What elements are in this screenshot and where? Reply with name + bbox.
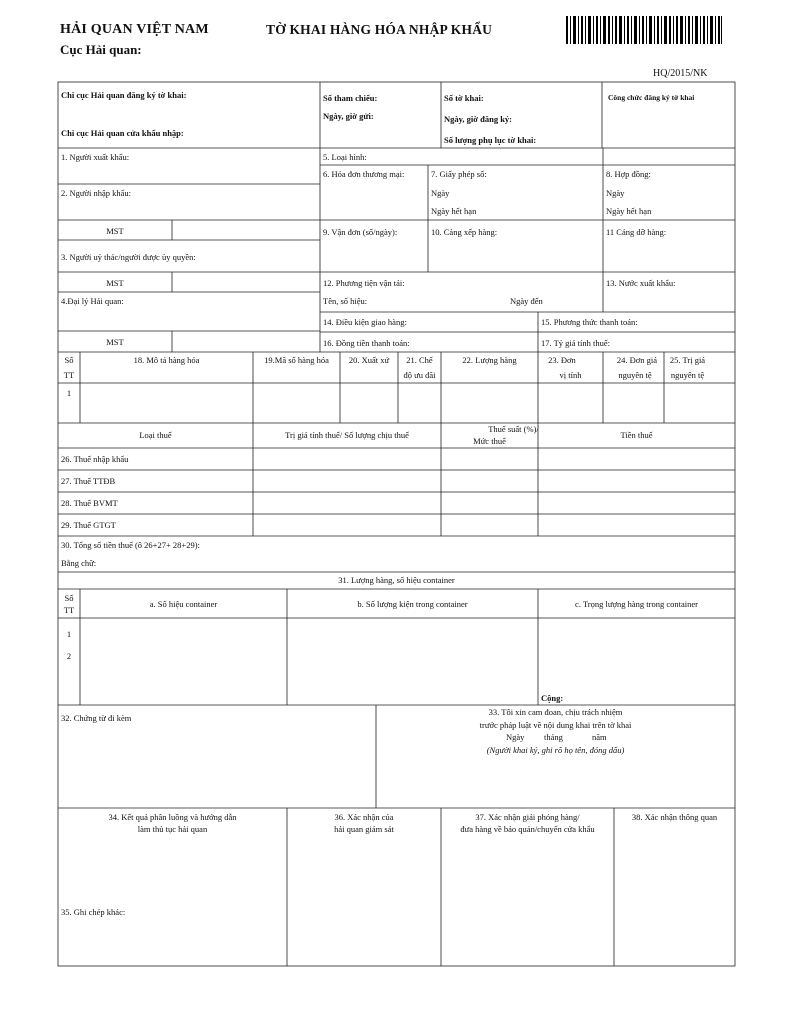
tri-gia-header-2: nguyên tệ bbox=[670, 370, 705, 380]
container-row-1: 1 bbox=[66, 629, 72, 639]
che-do-uu-dai-header-2: độ ưu đãi bbox=[403, 370, 436, 380]
tong-so-tien-thue-label: 30. Tổng số tiền thuế (ô 26+27+ 28+29): bbox=[61, 540, 200, 550]
cam-doan-ngay: Ngày bbox=[506, 732, 525, 742]
cam-doan-line-2: trước pháp luật về nội dung khai trên tờ khai bbox=[479, 720, 632, 730]
mo-ta-hang-hoa-header: 18. Mô tả hàng hóa bbox=[133, 355, 200, 365]
trong-luong-hang-header: c. Trọng lượng hàng trong container bbox=[575, 599, 698, 609]
form-code: HQ/2015/NK bbox=[653, 68, 708, 79]
so-luong-kien-header: b. Số lượng kiện trong container bbox=[357, 599, 468, 609]
cong-chuc-label: Công chức đăng ký tờ khai bbox=[608, 93, 695, 102]
chi-cuc-dang-ky-label: Chi cục Hải quan đăng ký tờ khai: bbox=[61, 90, 187, 100]
giay-phep-ngay-label: Ngày bbox=[431, 188, 450, 198]
giay-phep-het-han-label: Ngày hết hạn bbox=[431, 206, 477, 216]
container-section-title: 31. Lượng hàng, số hiệu container bbox=[338, 575, 455, 585]
ngay-gio-gui-label: Ngày, giờ gửi: bbox=[323, 111, 374, 121]
department-label: Cục Hải quan: bbox=[60, 42, 142, 57]
thue-suat-header-2: Mức thuế bbox=[473, 436, 506, 446]
goods-so-label: Số bbox=[64, 355, 74, 365]
cang-do-hang-label: 11 Cảng dỡ hàng: bbox=[606, 227, 667, 237]
hoa-don-label: 6. Hóa đơn thương mại: bbox=[323, 169, 405, 179]
container-total-label: Cộng: bbox=[541, 693, 564, 703]
giai-phong-hang-line-1: 37. Xác nhận giải phóng hàng/ bbox=[475, 812, 580, 822]
loai-hinh-label: 5. Loại hình: bbox=[323, 152, 367, 162]
thue-suat-header-1: Thuế suất (%)/ bbox=[488, 424, 539, 434]
nguoi-uy-thac-label: 3. Người uỷ thác/người được ủy quyền: bbox=[61, 252, 196, 262]
agency-name: HẢI QUAN VIỆT NAM bbox=[60, 22, 209, 37]
nguoi-xuat-khau-label: 1. Người xuất khẩu: bbox=[61, 152, 130, 162]
so-luong-phu-luc-label: Số lượng phụ lục tờ khai: bbox=[444, 135, 537, 145]
loai-thue-header: Loại thuế bbox=[139, 430, 172, 440]
don-vi-tinh-header-1: 23. Đơn bbox=[548, 355, 576, 365]
cang-xep-hang-label: 10. Cảng xếp hàng: bbox=[431, 227, 498, 237]
tri-gia-tinh-thue-header: Trị giá tính thuế/ Số lượng chịu thuế bbox=[285, 430, 409, 440]
xac-nhan-giam-sat-line-2: hải quan giám sát bbox=[334, 824, 394, 834]
ngay-gio-dang-ky-label: Ngày, giờ đăng ký: bbox=[444, 114, 512, 124]
mst-label-4: MST bbox=[106, 337, 124, 347]
ket-qua-phan-luong-line-1: 34. Kết quả phân luồng và hướng dẫn bbox=[108, 812, 237, 822]
ngay-den-label: Ngày đến bbox=[510, 296, 543, 306]
mst-label-3: MST bbox=[106, 278, 124, 288]
tien-thue-header: Tiền thuế bbox=[620, 430, 653, 440]
hop-dong-ngay-label: Ngày bbox=[606, 188, 625, 198]
luong-hang-header: 22. Lượng hàng bbox=[462, 355, 517, 365]
hop-dong-het-han-label: Ngày hết hạn bbox=[606, 206, 652, 216]
signature-note: (Người khai ký, ghi rõ họ tên, đóng dấu) bbox=[486, 745, 625, 755]
so-tham-chieu-label: Số tham chiếu: bbox=[323, 93, 378, 103]
thue-ttdb-label: 27. Thuế TTĐB bbox=[61, 476, 116, 486]
cam-doan-line-1: 33. Tôi xin cam đoan, chịu trách nhiệm bbox=[488, 707, 623, 717]
so-hieu-container-header: a. Số hiệu container bbox=[149, 599, 218, 609]
don-gia-header-1: 24. Đơn giá bbox=[616, 355, 658, 365]
dieu-kien-giao-hang-label: 14. Điều kiện giao hàng: bbox=[323, 317, 407, 327]
don-gia-header-2: nguyên tệ bbox=[618, 370, 652, 380]
ty-gia-label: 17. Tỷ giá tính thuế: bbox=[541, 338, 611, 348]
xac-nhan-thong-quan-label: 38. Xác nhận thông quan bbox=[631, 812, 718, 822]
don-vi-tinh-header-2: vị tính bbox=[559, 370, 582, 380]
cam-doan-thang: tháng bbox=[544, 732, 563, 742]
ten-so-hieu-label: Tên, số hiệu: bbox=[323, 296, 368, 306]
nguoi-nhap-khau-label: 2. Người nhập khẩu: bbox=[61, 188, 132, 198]
ket-qua-phan-luong-line-2: làm thủ tục hải quan bbox=[137, 824, 208, 834]
phuong-tien-label: 12. Phương tiện vận tải: bbox=[323, 278, 405, 288]
xuat-xu-header: 20. Xuất xứ bbox=[348, 355, 390, 365]
container-so-label: Số bbox=[64, 593, 74, 603]
bang-chu-label: Bằng chữ: bbox=[61, 558, 97, 568]
ma-so-hang-hoa-header: 19.Mã số hàng hóa bbox=[264, 355, 329, 365]
cam-doan-nam: năm bbox=[592, 732, 607, 742]
phuong-thuc-thanh-toan-label: 15. Phương thức thanh toán: bbox=[541, 317, 638, 327]
chi-cuc-cua-khau-label: Chi cục Hải quan cửa khẩu nhập: bbox=[61, 128, 184, 138]
container-tt-label: TT bbox=[63, 605, 75, 615]
tri-gia-header-1: 25. Trị giá bbox=[669, 355, 706, 365]
goods-tt-label: TT bbox=[63, 370, 75, 380]
thue-nhap-khau-label: 26. Thuế nhập khẩu bbox=[61, 454, 129, 464]
giay-phep-label: 7. Giấy phép số: bbox=[431, 169, 487, 179]
hop-dong-label: 8. Hợp đồng: bbox=[606, 169, 651, 179]
xac-nhan-giam-sat-line-1: 36. Xác nhận của bbox=[334, 812, 394, 822]
nuoc-xuat-khau-label: 13. Nước xuất khẩu: bbox=[606, 278, 676, 288]
dong-tien-label: 16. Đồng tiền thanh toán: bbox=[323, 338, 410, 348]
mst-label-2: MST bbox=[106, 226, 124, 236]
thue-gtgt-label: 29. Thuế GTGT bbox=[61, 520, 116, 530]
che-do-uu-dai-header-1: 21. Chế bbox=[406, 355, 433, 365]
van-don-label: 9. Vận đơn (số/ngày): bbox=[323, 227, 398, 237]
chung-tu-di-kem-label: 32. Chứng từ đi kèm bbox=[61, 713, 132, 723]
dai-ly-hai-quan-label: 4.Đại lý Hải quan: bbox=[61, 296, 124, 306]
container-row-2: 2 bbox=[66, 651, 72, 661]
form-title: TỜ KHAI HÀNG HÓA NHẬP KHẨU bbox=[266, 22, 493, 37]
goods-row-number: 1 bbox=[66, 388, 72, 398]
thue-bvmt-label: 28. Thuế BVMT bbox=[61, 498, 118, 508]
so-to-khai-label: Số tờ khai: bbox=[444, 93, 484, 103]
giai-phong-hang-line-2: đưa hàng về bảo quản/chuyển cửa khẩu bbox=[460, 824, 595, 834]
ghi-chep-khac-label: 35. Ghi chép khác: bbox=[61, 907, 126, 917]
